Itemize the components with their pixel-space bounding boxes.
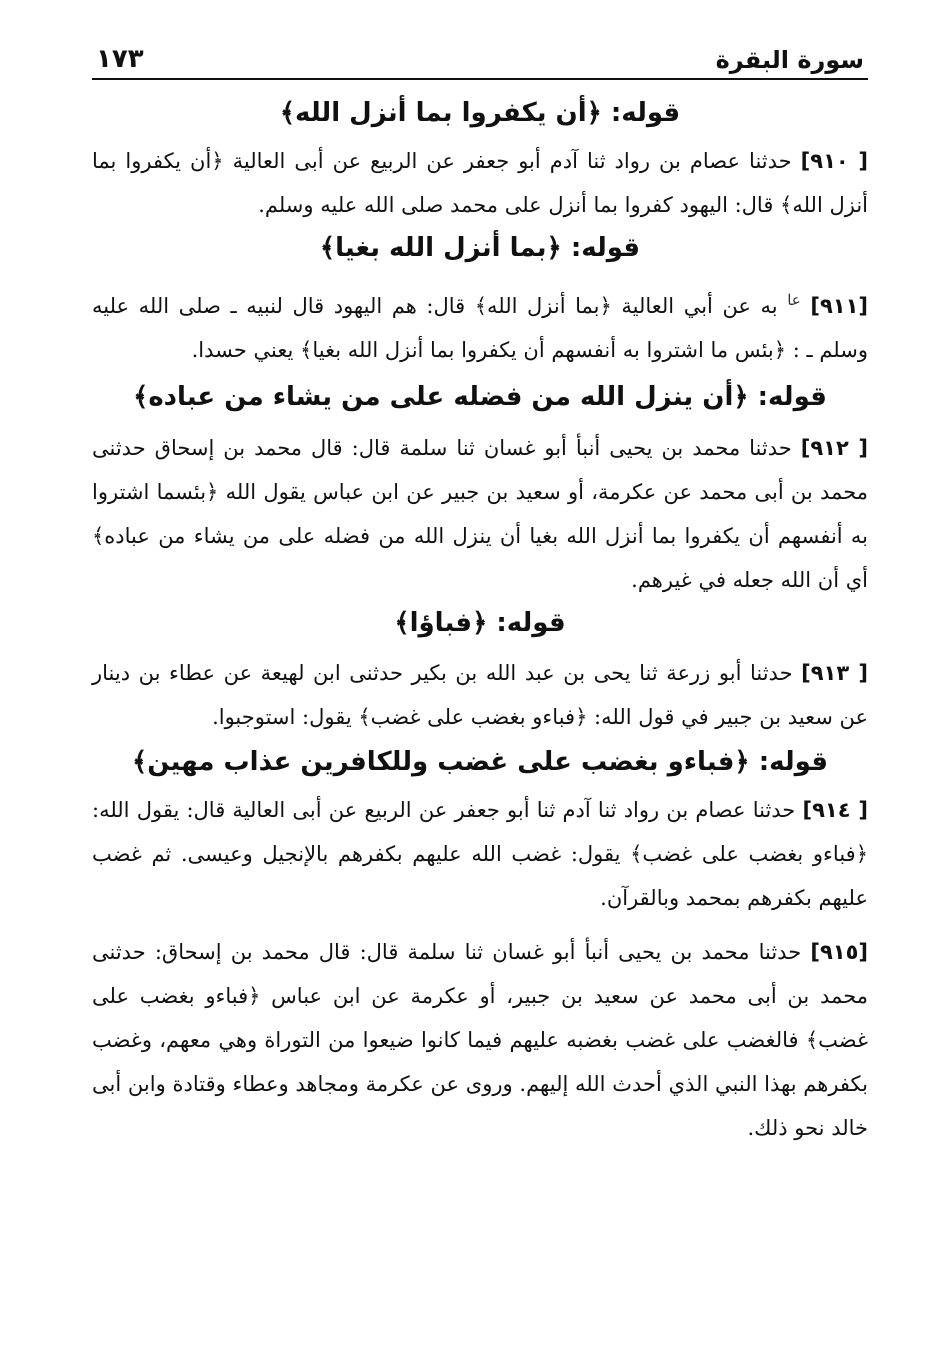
handwritten-annotation: عا (787, 291, 801, 310)
hadith-paragraph (92, 278, 868, 372)
book-page (92, 30, 868, 1150)
section-heading: قوله: ﴿فباءو بغضب على غضب وللكافرين عذاب مهين﴾ (132, 746, 828, 777)
hadith-number: [٩١٥] (810, 939, 868, 964)
hadith-text: حدثنا عصام بن رواد ثنا آدم أبو جعفر عن الربيع عن أبى العالية ﴿أن يكفروا بما أنزل الله﴾ قال: اليهود كفروا بما أنزل على محمد صلى الله عليه وسلم. (92, 149, 868, 218)
hadith-number: [ ٩١٠] (800, 149, 868, 174)
hadith-number: [ ٩١٢] (800, 435, 868, 460)
section-heading: قوله: ﴿فباؤا﴾ (394, 607, 566, 638)
hadith-text: حدثنا محمد بن يحيى أنبأ أبو غسان ثنا سلمة قال: قال محمد بن إسحاق: حدثنى محمد بن أبى محمد عن سعيد بن جبير، أو عكرمة عن ابن عباس ﴿فباءو بغضب على غضب﴾ فالغضب على غضب بغضبه عليهم فيما كانوا ضيعوا من التوراة وهي معهم، وغضب بكفرهم بهذا النبي الذي أحدث الله إليهم. وروى عن عكرمة ومجاهد وعطاء وقتادة وابن أبى خالد نحو ذلك. (92, 939, 868, 1140)
hadith-text: به عن أبي العالية ﴿بما أنزل الله﴾ قال: هم اليهود قال لنبيه ـ صلى الله عليه وسلم ـ : ﴿بئس ما اشتروا به أنفسهم أن يكفروا بما أنزل الله بغيا﴾ يعني حسدا. (92, 294, 868, 363)
hadith-paragraph (92, 788, 868, 920)
hadith-text: حدثنا عصام بن رواد ثنا آدم ثنا أبو جعفر عن الربيع عن أبى العالية قال: يقول الله: ﴿فباءو بغضب على غضب﴾ يقول: غضب الله عليهم بكفرهم بالإنجيل وعيسى. ثم غضب عليهم بكفرهم بمحمد وبالقرآن. (92, 797, 868, 910)
hadith-paragraph (92, 426, 868, 602)
hadith-paragraph (92, 139, 868, 227)
hadith-text: حدثنا محمد بن يحيى أنبأ أبو غسان ثنا سلمة قال: قال محمد بن إسحاق حدثنى محمد بن أبى محمد عن عكرمة، أو سعيد بن جبير عن ابن عباس يقول الله ﴿بئسما اشتروا به أنفسهم أن يكفروا بما أنزل الله بغيا أن ينزل الله من فضله على من يشاء من عباده﴾ أي أن الله جعله في غيرهم. (92, 435, 868, 592)
section-heading: قوله: ﴿بما أنزل الله بغيا﴾ (319, 233, 641, 264)
surah-title: سورة البقرة (715, 46, 864, 74)
hadith-number: [ ٩١٤] (802, 797, 868, 822)
hadith-text: حدثنا أبو زرعة ثنا يحى بن عبد الله بن بكير حدثنى ابن لهيعة عن عطاء بن دينار عن سعيد بن جبير في قول الله: ﴿فباءو بغضب على غضب﴾ يقول: استوجبوا. (92, 660, 868, 729)
hadith-paragraph (92, 930, 868, 1150)
section-heading: قوله: ﴿أن ينزل الله من فضله على من يشاء من عباده﴾ (133, 382, 827, 413)
page-number: ١٧٣ (96, 44, 144, 74)
hadith-paragraph (92, 651, 868, 739)
running-header (92, 30, 868, 80)
section-heading: قوله: ﴿أن يكفروا بما أنزل الله﴾ (279, 98, 681, 128)
hadith-number: [٩١١] (810, 294, 868, 319)
hadith-number: [ ٩١٣] (801, 660, 868, 685)
